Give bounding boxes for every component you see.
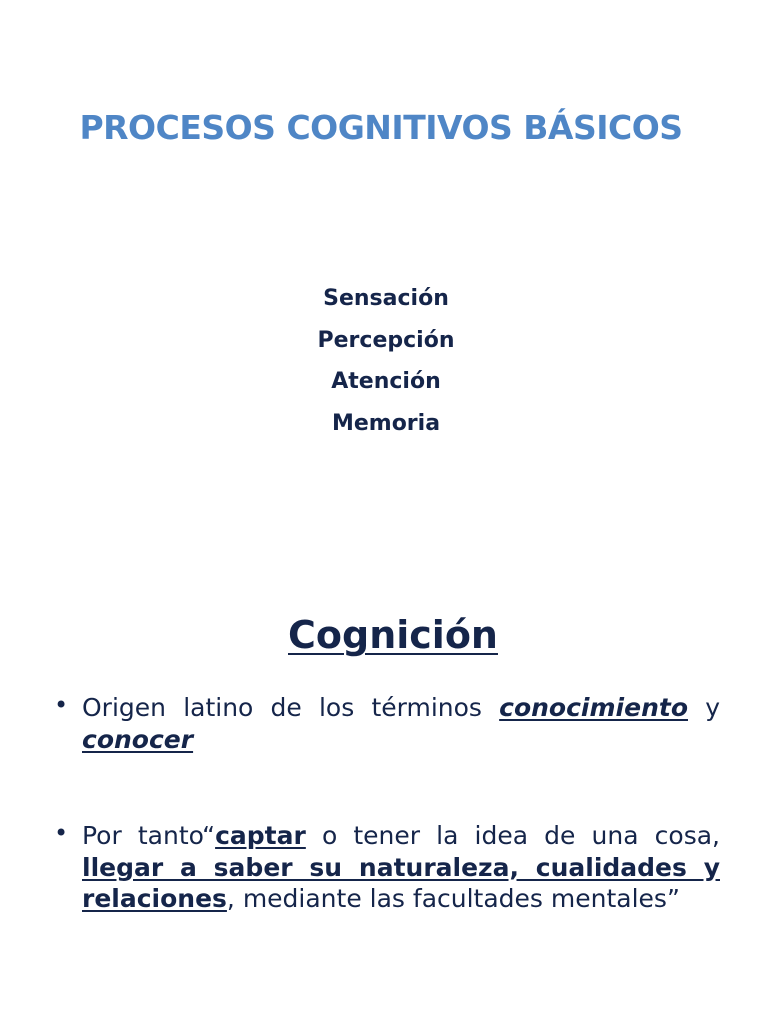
slide-title: PROCESOS COGNITIVOS BÁSICOS (79, 108, 683, 147)
topic-list (0, 278, 768, 444)
term-captar: captar (215, 821, 306, 850)
slide-cognicion (0, 512, 768, 1024)
bullet-definicion (56, 820, 720, 915)
topic-item-atencion: Atención (331, 369, 441, 394)
topic-item-sensacion: Sensación (323, 286, 449, 311)
bullet-text-start: Por tanto“ (82, 821, 216, 850)
bullet-dot-icon: • (54, 691, 69, 719)
bullet-text-start: Origen latino de los términos (82, 693, 500, 722)
bullet-text (56, 820, 720, 915)
topic-item-percepcion: Percepción (317, 327, 455, 353)
phrase-naturaleza: llegar a saber su naturaleza, cualidades y relaciones (82, 852, 720, 913)
bullet-text-mid: y (688, 693, 720, 722)
bullet-origen (56, 692, 720, 755)
bullet-dot-icon: • (54, 819, 69, 847)
bullet-text (56, 692, 720, 755)
bullet-text-end: , mediante las facultades mentales” (226, 884, 680, 913)
slide-title: Cognición (288, 613, 498, 657)
term-conocer: conocer (82, 724, 194, 754)
bullet-text-mid: o tener la idea de una cosa, (305, 821, 720, 850)
term-conocimiento: conocimiento (499, 693, 688, 722)
topic-item-memoria: Memoria (331, 410, 441, 436)
